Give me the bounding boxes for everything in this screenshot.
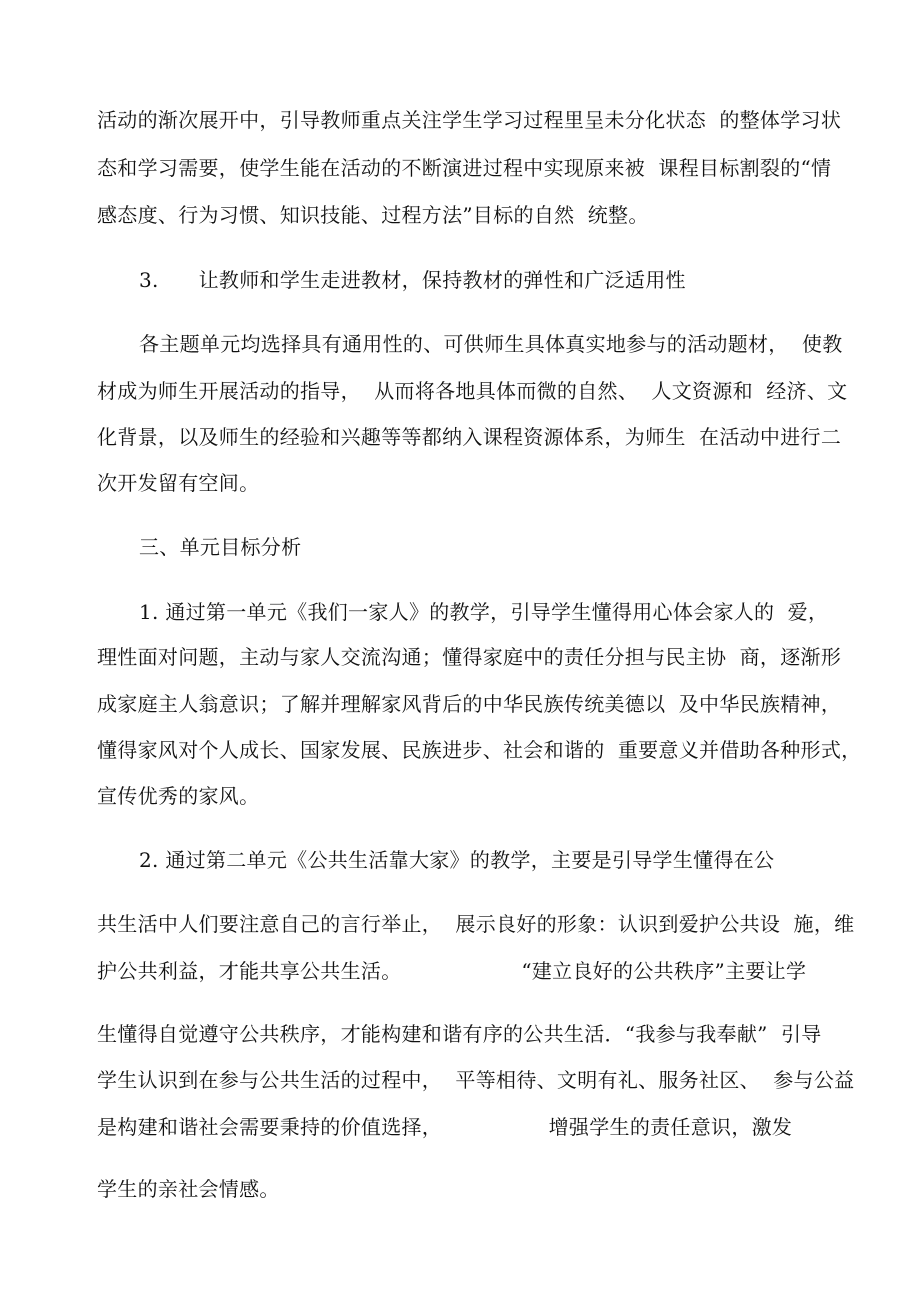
paragraph-line: 学生的亲社会情感。	[97, 1177, 280, 1201]
paragraph-line: 次开发留有空间。	[97, 471, 260, 495]
paragraph-line: 共生活中人们要注意自己的言行举止， 展示良好的形象：认识到爱护公共设 施，维	[97, 912, 855, 936]
paragraph-line: 生懂得自觉遵守公共秩序，才能构建和谐有序的公共生活．“我参与我奉献” 引导	[97, 1022, 822, 1046]
section-heading: 三、单元目标分析	[139, 535, 302, 559]
paragraph-line: 是构建和谐社会需要秉持的价值选择， 增强学生的责任意识，激发	[97, 1115, 793, 1139]
paragraph-line: 成家庭主人翁意识；了解并理解家风背后的中华民族传统美德以 及中华民族精神，	[97, 692, 842, 716]
paragraph-line: 理性面对问题，主动与家人交流沟通；懂得家庭中的责任分担与民主协 商，逐渐形	[97, 645, 842, 669]
paragraph-line: 活动的渐次展开中，引导教师重点关注学生学习过程里呈未分化状态 的整体学习状	[97, 108, 842, 132]
paragraph-line: 态和学习需要，使学生能在活动的不断演进过程中实现原来被 课程目标割裂的“情	[97, 156, 832, 180]
paragraph-line: 材成为师生开展活动的指导， 从而将各地具体而微的自然、 人文资源和 经济、文	[97, 379, 848, 403]
paragraph-line: 各主题单元均选择具有通用性的、可供师生具体真实地参与的活动题材， 使教	[139, 332, 843, 356]
paragraph-line: 2. 通过第二单元《公共生活靠大家》的教学，主要是引导学生懂得在公	[139, 848, 775, 872]
paragraph-line: 学生认识到在参与公共生活的过程中， 平等相待、文明有礼、服务社区、 参与公益	[97, 1068, 855, 1092]
paragraph-line: 宣传优秀的家风。	[97, 784, 260, 808]
section-item-heading: 3. 让教师和学生走进教材，保持教材的弹性和广泛适用性	[139, 268, 686, 292]
paragraph-line: 化背景，以及师生的经验和兴趣等等都纳入课程资源体系，为师生 在活动中进行二	[97, 425, 842, 449]
paragraph-line: 感态度、行为习惯、知识技能、过程方法”目标的自然 统整。	[97, 203, 649, 227]
paragraph-line: 懂得家风对个人成长、国家发展、民族进步、社会和谐的 重要意义并借助各种形式，	[97, 738, 862, 762]
paragraph-line: 1. 通过第一单元《我们一家人》的教学，引导学生懂得用心体会家人的 爱，	[139, 600, 829, 624]
paragraph-line: 护公共利益，才能共享公共生活。 “建立良好的公共秩序”主要让学	[97, 959, 807, 983]
